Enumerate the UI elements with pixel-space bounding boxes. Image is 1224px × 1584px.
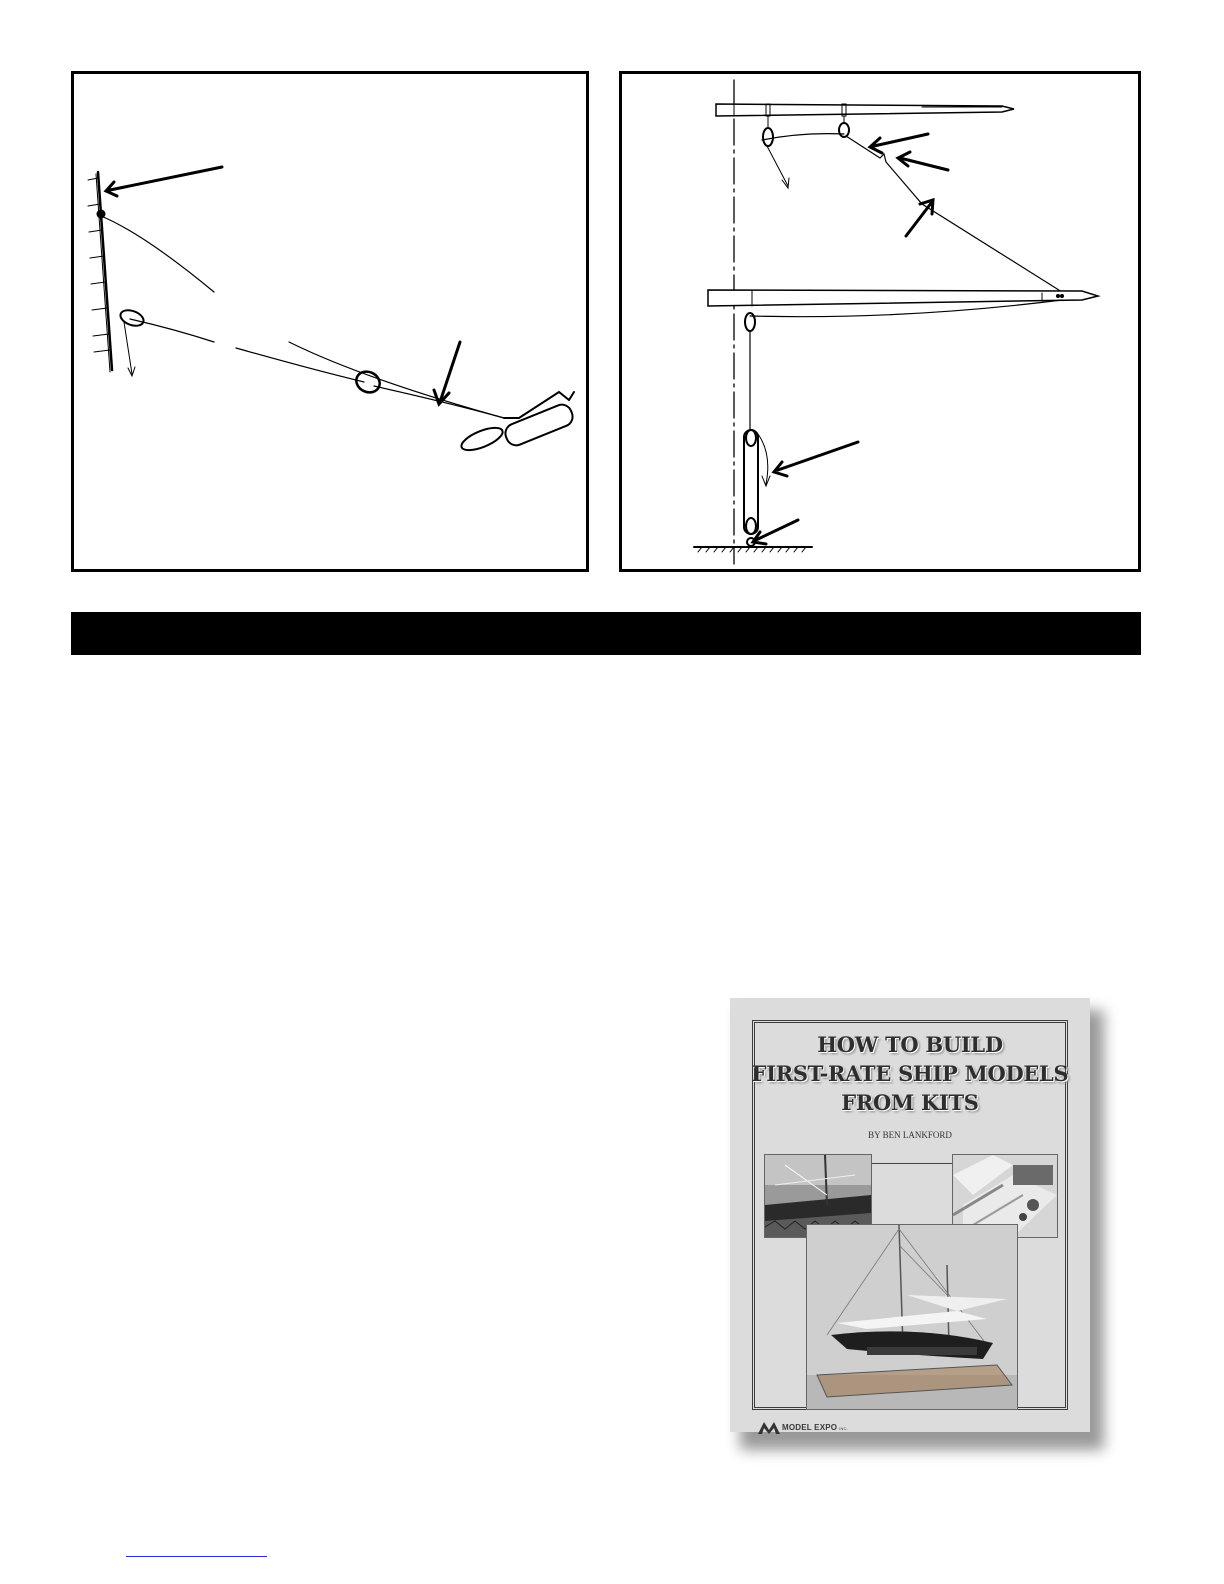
- finished-model-photo: [806, 1224, 1018, 1410]
- section-header-bar: [71, 612, 1141, 655]
- rigging-line-long: [846, 136, 1062, 292]
- shroud-line: [88, 172, 112, 372]
- arrow-icon: [753, 520, 798, 544]
- footer-link[interactable]: [126, 1556, 267, 1557]
- deck-line: [694, 547, 812, 552]
- arrow-icon: [106, 167, 222, 196]
- block-icon: [118, 307, 145, 328]
- book-author: BY BEN LANKFORD: [868, 1130, 952, 1140]
- rigging-line-upper-2: [289, 342, 504, 418]
- rigging-diagram-right: [619, 71, 1141, 572]
- rigging-diagram-left: [71, 71, 589, 572]
- arrow-icon: [774, 442, 858, 476]
- shroud-knot: [97, 210, 105, 218]
- rigging-line-lower-2: [236, 348, 364, 382]
- block-icon: [763, 128, 773, 146]
- model-expo-logo: [758, 1422, 918, 1436]
- book-cover[interactable]: [730, 998, 1090, 1432]
- lower-yard: [708, 290, 1098, 306]
- arrow-icon: [434, 342, 460, 404]
- book-title-line-2: FIRST-RATE SHIP MODELS: [751, 1061, 1069, 1086]
- upper-yard: [716, 104, 1014, 116]
- publisher-label: MODEL EXPO: [782, 1423, 838, 1432]
- arrow-icon: [906, 200, 933, 236]
- block-icon: [353, 368, 383, 396]
- yardarm: [459, 392, 576, 455]
- book-title-line-1: HOW TO BUILD: [817, 1032, 1003, 1057]
- block-icon: [839, 123, 849, 137]
- diagram-drawing-right: [622, 74, 1138, 569]
- photo-connector: [870, 1163, 952, 1164]
- publisher-suffix: INC.: [839, 1426, 849, 1431]
- publisher-name: [782, 1423, 848, 1432]
- model-expo-logo-mark: [758, 1422, 780, 1434]
- diagram-drawing-left: [74, 74, 586, 569]
- book-title-line-3: FROM KITS: [841, 1090, 979, 1115]
- arrow-icon: [898, 152, 948, 170]
- arrow-icon: [870, 134, 928, 153]
- rigging-line-upper: [101, 216, 214, 292]
